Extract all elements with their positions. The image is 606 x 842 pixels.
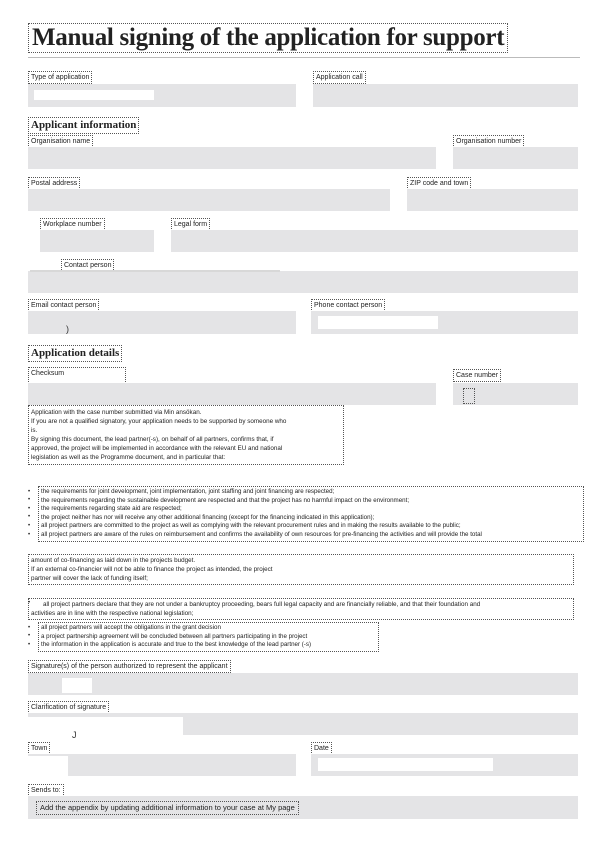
organisation-name-field[interactable]	[28, 147, 436, 169]
sends-to-label: Sends to:	[28, 784, 64, 797]
list-item: the requirements regarding the sustainable development are respected and that the project has no harmful impact on the environment;	[41, 496, 410, 504]
date-label: Date	[311, 742, 332, 755]
bullet-dot: •	[28, 600, 31, 606]
town-field[interactable]	[28, 754, 296, 776]
bullet-dot: •	[28, 523, 31, 529]
postal-address-field[interactable]	[28, 189, 390, 211]
title-divider	[28, 57, 580, 58]
workplace-number-label: Workplace number	[40, 218, 105, 231]
list-item: the project neither has nor will receive any other additional financing (except for the financing indicated in this application);	[41, 513, 375, 521]
legal-form-label: Legal form	[171, 218, 210, 231]
list-item: all project partners are committed to the project as well as complying with the relevant procurement rules and in making the results available to the public;	[41, 522, 461, 530]
contact-person-field[interactable]	[28, 271, 578, 293]
town-label: Town	[28, 742, 50, 755]
checksum-field[interactable]	[28, 383, 436, 405]
signature-field[interactable]	[28, 673, 578, 695]
email-contact-person-label: Email contact person	[28, 299, 99, 312]
page-title: Manual signing of the application for support	[28, 23, 508, 53]
type-of-application-label: Type of application	[28, 71, 92, 84]
legal-capacity-text: all project partners declare that they are not under a bankruptcy proceeding, bears full legal capacity and are financially reliable, and that their foundation and activities are in line with the respective national legislation;	[28, 598, 574, 620]
list-item: the requirements regarding state aid are respected;	[41, 505, 182, 513]
case-number-box	[463, 388, 475, 404]
organisation-number-field[interactable]	[453, 147, 578, 169]
legal-form-field[interactable]	[171, 230, 578, 252]
list-item: the information in the application is accurate and true to the best knowledge of the lead partner (-s)	[41, 641, 312, 649]
bullet-dot: •	[28, 633, 31, 639]
bullet-dot: •	[28, 625, 31, 631]
application-call-label: Application call	[313, 71, 366, 84]
list-item: all project partners are aware of the rules on reimbursement and confirms the availability of own resources for pre-financing the activities and will provide the total	[41, 530, 482, 538]
application-call-field[interactable]	[313, 84, 578, 107]
handwriting-mark: J	[72, 730, 77, 740]
checksum-label: Checksum	[28, 367, 126, 388]
bullet-dot: •	[28, 514, 31, 520]
confirmation-list	[38, 486, 584, 542]
bullet-dot: •	[28, 642, 31, 648]
application-details-heading: Application details	[28, 345, 122, 362]
appendix-note: Add the appendix by updating additional information to your case at My page	[36, 801, 299, 815]
obligations-list	[38, 622, 379, 652]
list-item: a project partnership agreement will be concluded between all partners participating in the project	[41, 632, 308, 640]
organisation-name-label: Organisation name	[28, 135, 93, 148]
bullet-dot: •	[28, 506, 31, 512]
zip-and-town-field[interactable]	[407, 189, 578, 211]
postal-address-label: Postal address	[28, 177, 80, 190]
bullet-dot: •	[28, 532, 31, 538]
clarification-label: Clarification of signature	[28, 701, 109, 714]
handwriting-mark: )	[66, 324, 69, 334]
list-item: all project partners will accept the obligations in the grant decision	[41, 624, 221, 631]
list-item: the requirements for joint development, joint implementation, joint staffing and joint financing are respected;	[41, 488, 335, 495]
workplace-number-field[interactable]	[40, 230, 154, 252]
bullet-dot: •	[28, 489, 31, 495]
applicant-information-heading: Applicant information	[28, 117, 139, 134]
cofinancing-text: amount of co-financing as laid down in the projects budget. If an external co-financier will not be able to finance the project as intended, the project partner will cover the lack of funding itself;	[28, 554, 574, 585]
case-number-label: Case number	[453, 369, 501, 382]
phone-contact-person-label: Phone contact person	[311, 299, 385, 312]
zip-and-town-label: ZIP code and town	[407, 177, 471, 190]
contact-person-label: Contact person	[61, 259, 114, 272]
bullet-dot: •	[28, 497, 31, 503]
organisation-number-label: Organisation number	[453, 135, 524, 148]
signatures-label: Signature(s) of the person authorized to represent the applicant	[28, 660, 231, 673]
consent-paragraph: Application with the case number submitted via Min ansökan. If you are not a qualified signatory, your application needs to be supported by someone who is. By signing this document, the lead partner(-s), on behalf of all partners, confirms that, if approved, the project will be implemented in accordance with the relevant EU and national legislation as well as the Programme document, and in particular that:	[28, 405, 344, 465]
